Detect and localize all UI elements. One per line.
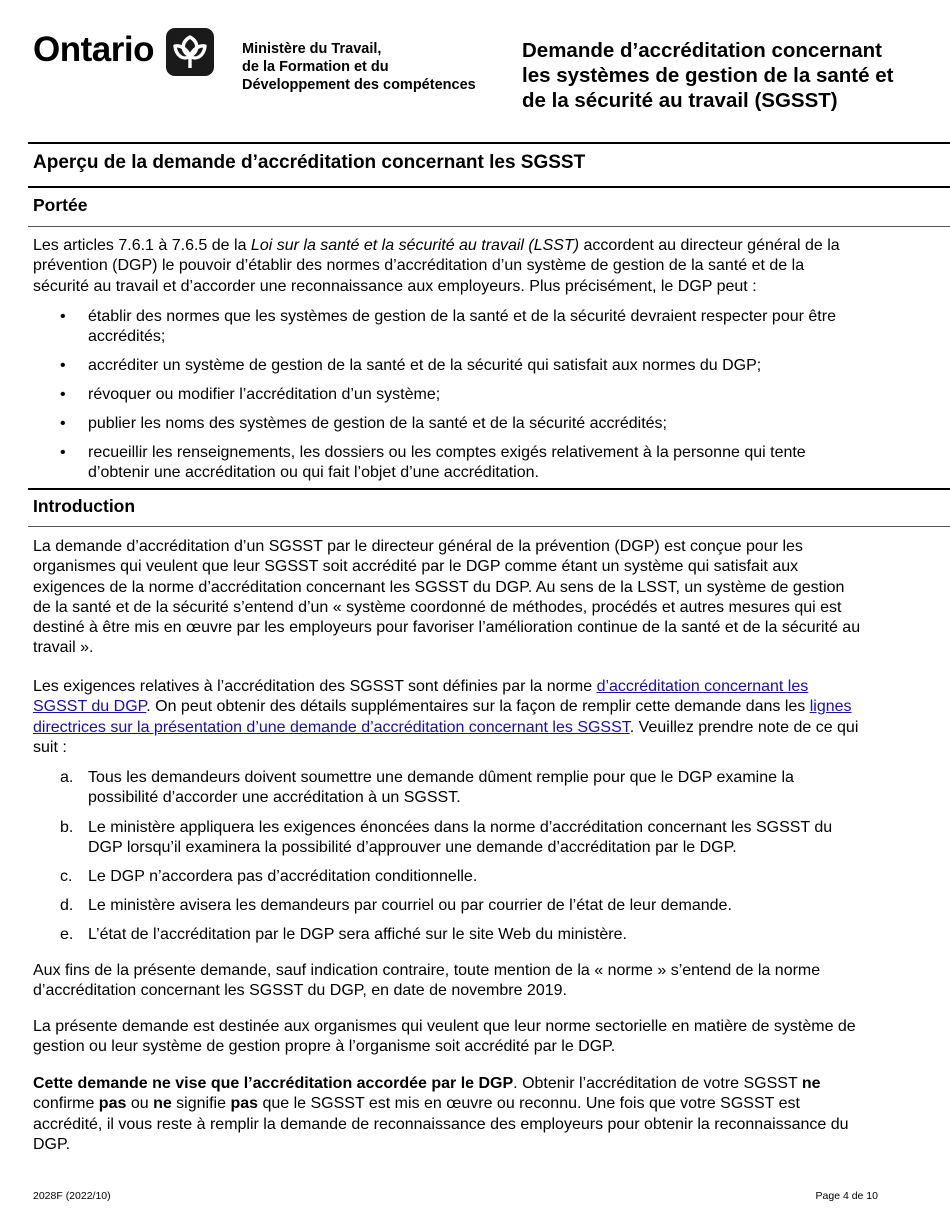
scope-intro [33,236,923,297]
requirements-paragraph: Les exigences relatives à l’accréditation des SGSST sont définies par la norme d’accréditation concernant les SGSST du DGP. On peut obtenir des détails supplémentaires sur la façon de remplir cette demande dans les lignes directrices sur la présentation d’une demande d’accréditation concernant les SGSST. Veuillez prendre note de ce qui suit : [33,678,859,756]
form-title-line: les systèmes de gestion de la santé et [522,64,894,87]
text-line: Les articles 7.6.1 à 7.6.5 de la Loi sur la santé et la sécurité au travail (LSST) accordent au directeur général de la [33,237,840,254]
norm-link[interactable]: SGSST du DGP [33,698,147,716]
guidelines-link[interactable]: lignes [809,698,852,716]
ontario-logo-text: Ontario [33,30,154,69]
list-marker: c. [60,868,73,885]
divider [28,142,950,144]
divider [28,186,950,188]
introduction-heading: Introduction [33,496,136,516]
bullet: • [60,308,66,325]
ministry-line: de la Formation et du [242,59,389,75]
list-marker: a. [60,769,74,786]
audience-paragraph: La présente demande est destinée aux organismes qui veulent que leur norme sectorielle en matière de système de gestion ou leur système de gestion propre à l’organisme soit accrédité par le DGP. [33,1018,856,1056]
form-title-line: Demande d’accréditation concernant [522,39,882,62]
intro-paragraph: La demande d’accréditation d’un SGSST par le directeur général de la prévention (DGP) est conçue pour les organismes qui veulent que leur SGSST soit accrédité par le DGP comme étant un système qui satisfait aux exigences de la norme d’accréditation concernant les SGSST du DGP. Au sens de la LSST, un système de gestion de la santé et de la sécurité s’entend d’un « système coordonné de méthodes, procédés et autres mesures qui est destiné à être mis en œuvre par les employeurs pour favoriser l’amélioration continue de la santé et de la sécurité au travail ». [33,538,861,657]
form-number: 2028F (2022/10) [33,1190,111,1202]
scope-heading: Portée [33,195,88,215]
bullet: • [60,357,66,374]
divider [28,526,950,527]
bullet: • [60,415,66,432]
text-line: prévention (DGP) le pouvoir d’établir des normes d’accréditation d’un système de gestion de la santé et de la [33,257,805,275]
text-line: sécurité au travail et d’accorder une reconnaissance aux employeurs. Plus précisément, le DGP peut : [33,277,757,295]
bullet: • [60,386,66,403]
ministry-name [242,40,476,94]
divider [28,226,950,227]
page-header [0,0,950,142]
page-number: Page 4 de 10 [815,1190,878,1202]
divider [28,488,950,490]
scope-notice-paragraph: Cette demande ne vise que l’accréditation accordée par le DGP. Obtenir l’accréditation de votre SGSST ne confirme pas ou ne signifie pas que le SGSST est mis en œuvre ou reconnu. Une fois que votre SGSST est accrédité, il vous reste à remplir la demande de reconnaissance des employeurs pour obtenir la reconnaissance du DGP. [33,1075,849,1153]
list-marker: e. [60,926,74,943]
bullet: • [60,444,66,461]
ministry-line: Développement des compétences [242,77,476,93]
section-title: Aperçu de la demande d’accréditation concernant les SGSST [33,152,586,173]
list-marker: d. [60,897,74,914]
ministry-line: Ministère du Travail, [242,41,382,57]
ontario-trillium-icon [166,28,214,76]
list-marker: b. [60,819,74,836]
form-title [522,38,932,113]
norm-definition-paragraph: Aux fins de la présente demande, sauf indication contraire, toute mention de la « norme » s’entend de la norme d’accréditation concernant les SGSST du DGP, en date de novembre 2019. [33,962,821,1000]
form-title-line: de la sécurité au travail (SGSST) [522,89,838,112]
guidelines-link[interactable]: directrices sur la présentation d’une demande d’accréditation concernant les SGSST [33,718,630,736]
norm-link[interactable]: d’accréditation concernant les [596,678,809,695]
